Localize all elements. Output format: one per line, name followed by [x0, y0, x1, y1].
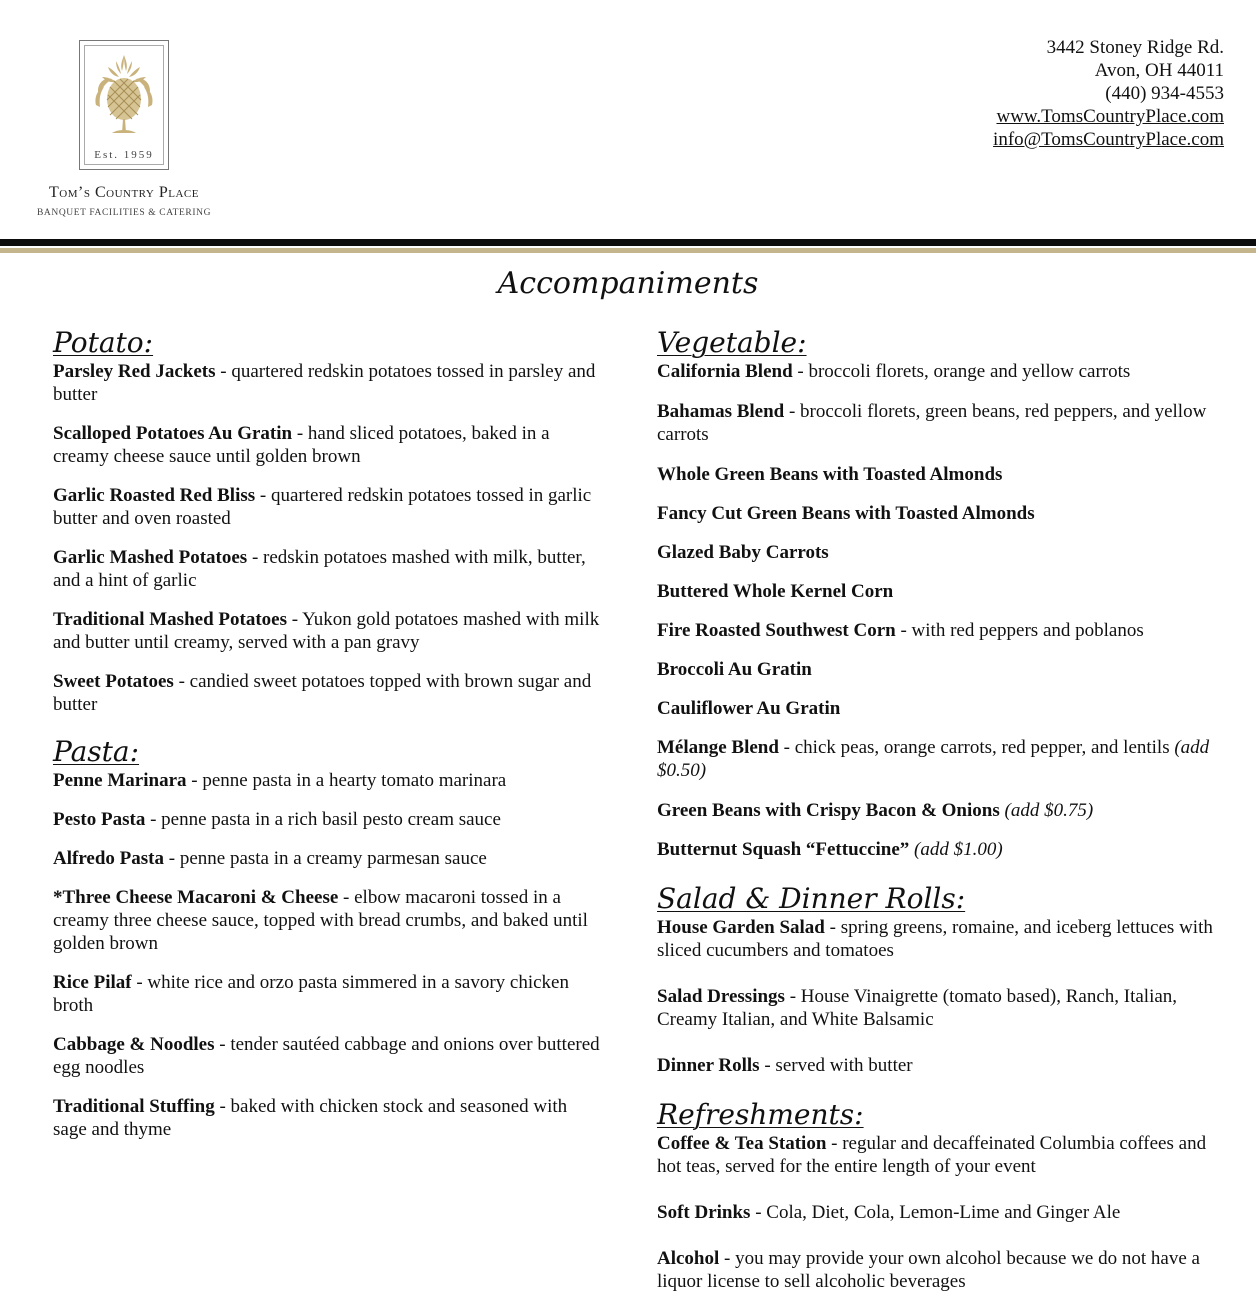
- item-name: Traditional Mashed Potatoes: [53, 609, 287, 630]
- item-desc: - candied sweet potatoes topped with brown sugar and butter: [53, 671, 592, 715]
- item-desc: - hand sliced potatoes, baked in a creamy cheese sauce until golden brown: [53, 423, 550, 467]
- menu-item: [53, 847, 601, 870]
- section-heading-refreshments: Refreshments:: [657, 1098, 864, 1131]
- item-name: Penne Marinara: [53, 770, 187, 791]
- menu-item: [53, 670, 601, 716]
- item-name: Buttered Whole Kernel Corn: [657, 581, 894, 602]
- menu-item: [657, 985, 1217, 1031]
- item-name: Parsley Red Jackets: [53, 361, 216, 382]
- item-name: Scalloped Potatoes Au Gratin: [53, 423, 293, 444]
- item-desc: - Yukon gold potatoes mashed with milk and butter until creamy, served with a pan gravy: [53, 609, 600, 653]
- menu-item: [657, 916, 1217, 962]
- item-desc: - penne pasta in a rich basil pesto cream sauce: [145, 809, 501, 830]
- menu-item: [657, 1247, 1217, 1293]
- item-name: Soft Drinks: [657, 1202, 751, 1223]
- address-line2: Avon, OH 44011: [1094, 60, 1224, 81]
- item-price-note: (add $0.75): [1004, 800, 1094, 821]
- logo: [79, 40, 169, 170]
- menu-item: [657, 736, 1217, 782]
- item-name: Dinner Rolls: [657, 1055, 760, 1076]
- item-name: Garlic Mashed Potatoes: [53, 547, 248, 568]
- menu-item: [657, 658, 1217, 681]
- item-desc: - elbow macaroni tossed in a creamy three cheese sauce, topped with bread crumbs, and baked until golden brown: [53, 887, 588, 954]
- item-price-note: (add $0.50): [657, 737, 1210, 781]
- item-desc: - penne pasta in a creamy parmesan sauce: [164, 848, 487, 869]
- menu-item: [657, 1201, 1217, 1224]
- divider-black: [0, 239, 1256, 246]
- left-column: [53, 326, 601, 1141]
- item-desc: - spring greens, romaine, and iceberg lettuces with sliced cucumbers and tomatoes: [657, 917, 1213, 961]
- item-name: Broccoli Au Gratin: [657, 659, 812, 680]
- item-name: Garlic Roasted Red Bliss: [53, 485, 256, 506]
- page-title: Accompaniments: [497, 266, 759, 301]
- item-name: Mélange Blend: [657, 737, 779, 758]
- section-heading-potato: Potato:: [53, 326, 154, 359]
- website-link[interactable]: www.TomsCountryPlace.com: [996, 106, 1224, 127]
- item-name: Salad Dressings: [657, 986, 785, 1007]
- brand-name: Tom’s Country Place: [49, 184, 199, 201]
- item-name: Glazed Baby Carrots: [657, 542, 829, 563]
- item-desc: - baked with chicken stock and seasoned with sage and thyme: [53, 1096, 568, 1140]
- item-name: Bahamas Blend: [657, 401, 785, 422]
- menu-item: [657, 400, 1217, 446]
- item-name: Traditional Stuffing: [53, 1096, 215, 1117]
- item-name: Pesto Pasta: [53, 809, 146, 830]
- menu-item: [53, 1033, 601, 1079]
- menu-item: [657, 619, 1217, 642]
- phone-number: (440) 934-4553: [1105, 83, 1224, 104]
- item-name: Fire Roasted Southwest Corn: [657, 620, 896, 641]
- menu-item: [657, 463, 1217, 486]
- menu-item: [53, 608, 601, 654]
- menu-item: [53, 808, 601, 831]
- item-desc: - broccoli florets, green beans, red peppers, and yellow carrots: [657, 401, 1207, 445]
- menu-item: [53, 360, 601, 406]
- item-name: Fancy Cut Green Beans with Toasted Almonds: [657, 503, 1035, 524]
- item-name: Sweet Potatoes: [53, 671, 174, 692]
- item-name: California Blend: [657, 361, 793, 382]
- item-desc: - regular and decaffeinated Columbia coffees and hot teas, served for the entire length of your event: [657, 1133, 1207, 1177]
- menu-item: [53, 971, 601, 1017]
- contact-block: [993, 36, 1224, 151]
- item-desc: - penne pasta in a hearty tomato marinara: [186, 770, 507, 791]
- email-link[interactable]: info@TomsCountryPlace.com: [993, 129, 1224, 150]
- item-desc: - quartered redskin potatoes tossed in parsley and butter: [53, 361, 596, 405]
- item-desc: - quartered redskin potatoes tossed in garlic butter and oven roasted: [53, 485, 592, 529]
- item-desc: - with red peppers and poblanos: [895, 620, 1144, 641]
- menu-item: [53, 886, 601, 955]
- menu-item: [53, 484, 601, 530]
- menu-item: [657, 1132, 1217, 1178]
- item-desc: - you may provide your own alcohol because we do not have a liquor license to sell alcoholic beverages: [657, 1248, 1200, 1292]
- item-name: Alfredo Pasta: [53, 848, 164, 869]
- item-desc: - tender sautéed cabbage and onions over buttered egg noodles: [53, 1034, 600, 1078]
- item-desc: - chick peas, orange carrots, red pepper, and lentils: [778, 737, 1175, 758]
- menu-item: [657, 838, 1217, 861]
- item-name: Butternut Squash “Fettuccine”: [657, 839, 910, 860]
- logo-est: Est. 1959: [94, 149, 154, 161]
- item-name: House Garden Salad: [657, 917, 825, 938]
- brand-subtitle: BANQUET FACILITIES & CATERING: [36, 208, 212, 218]
- item-name: Alcohol: [657, 1248, 720, 1269]
- item-desc: - served with butter: [759, 1055, 913, 1076]
- item-desc: - redskin potatoes mashed with milk, butter, and a hint of garlic: [53, 547, 586, 591]
- section-heading-pasta: Pasta:: [53, 735, 140, 768]
- item-desc: - House Vinaigrette (tomato based), Ranch, Italian, Creamy Italian, and White Balsamic: [657, 986, 1178, 1030]
- item-price-note: (add $1.00): [914, 839, 1003, 860]
- menu-item: [657, 697, 1217, 720]
- item-name: Whole Green Beans with Toasted Almonds: [657, 464, 1003, 485]
- item-name: Green Beans with Crispy Bacon & Onions: [657, 800, 1000, 821]
- menu-item: [657, 502, 1217, 525]
- menu-item: [657, 799, 1217, 822]
- menu-item: [657, 1054, 1217, 1077]
- item-name: Rice Pilaf: [53, 972, 132, 993]
- item-name: Coffee & Tea Station: [657, 1133, 827, 1154]
- right-column: [657, 326, 1217, 1293]
- menu-item: [657, 580, 1217, 603]
- item-name: Cauliflower Au Gratin: [657, 698, 841, 719]
- address-line1: 3442 Stoney Ridge Rd.: [1046, 37, 1224, 58]
- menu-item: [53, 769, 601, 792]
- item-name: *Three Cheese Macaroni & Cheese: [53, 887, 339, 908]
- item-name: Cabbage & Noodles: [53, 1034, 215, 1055]
- menu-item: [53, 546, 601, 592]
- menu-item: [53, 1095, 601, 1141]
- section-heading-vegetable: Vegetable:: [657, 326, 807, 359]
- menu-item: [657, 360, 1217, 383]
- item-desc: - white rice and orzo pasta simmered in a savory chicken broth: [53, 972, 569, 1016]
- menu-item: [53, 422, 601, 468]
- section-heading-salad: Salad & Dinner Rolls:: [657, 882, 966, 915]
- item-desc: - broccoli florets, orange and yellow carrots: [792, 361, 1131, 382]
- menu-item: [657, 541, 1217, 564]
- divider-gold: [0, 248, 1256, 253]
- pineapple-icon: [86, 47, 162, 143]
- item-desc: - Cola, Diet, Cola, Lemon-Lime and Ginger Ale: [750, 1202, 1121, 1223]
